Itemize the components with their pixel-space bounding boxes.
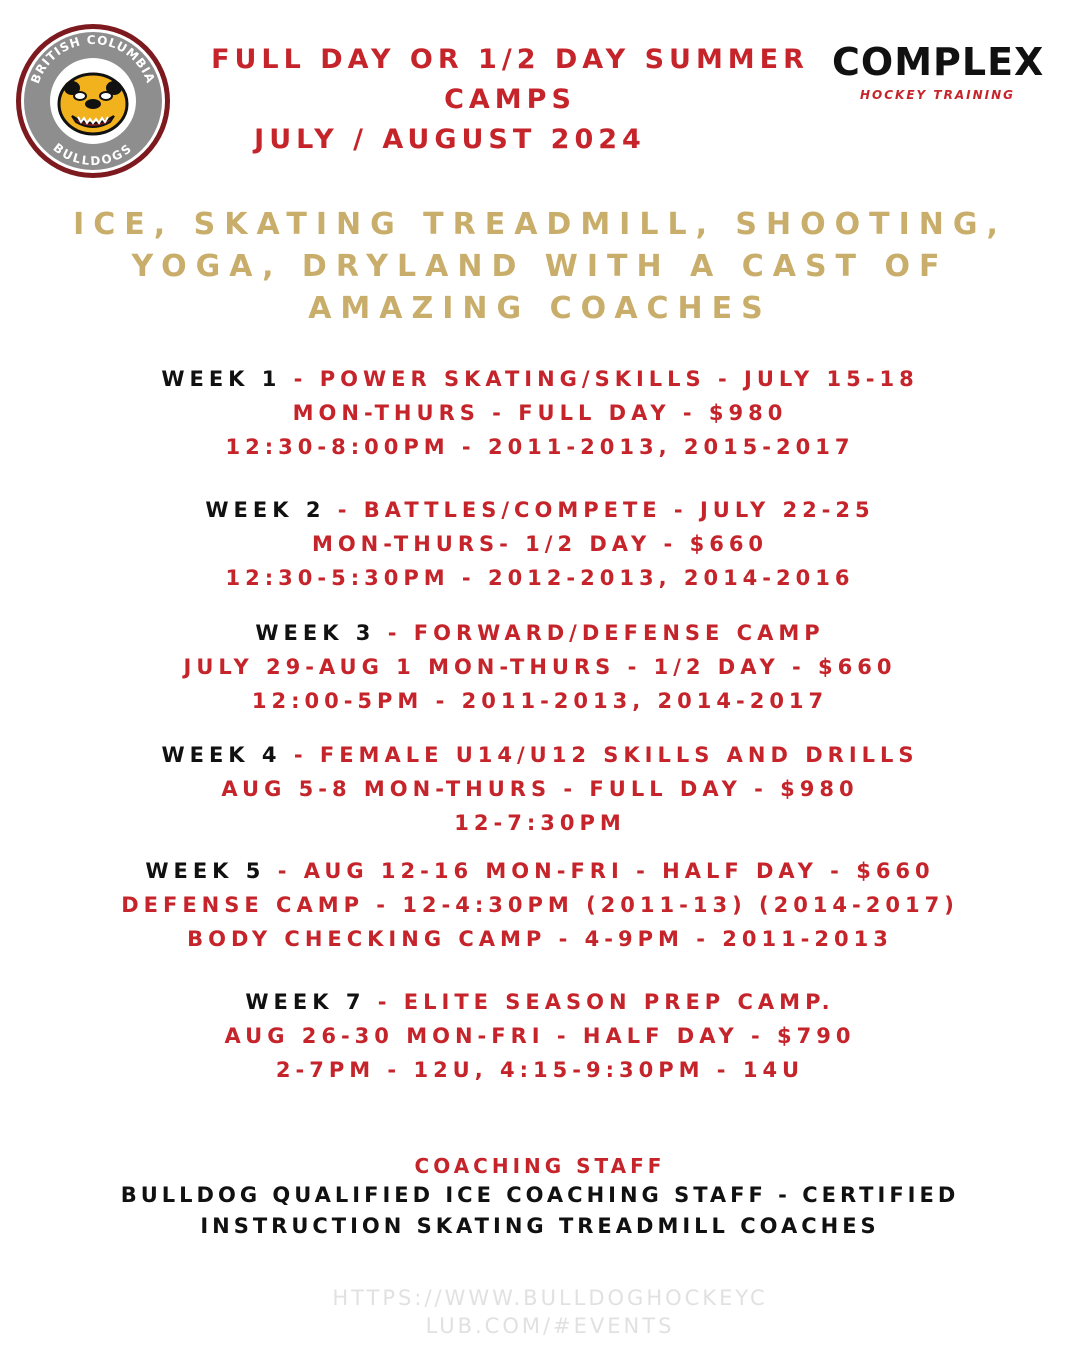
activities-line-1: ICE, SKATING TREADMILL, SHOOTING, [73, 207, 1007, 242]
week-2-line-2: MON-THURS- 1/2 DAY - $660 [311, 532, 769, 556]
week-desc: - AUG 12-16 MON-FRI - HALF DAY - $660 [265, 859, 935, 883]
week-desc: - BATTLES/COMPETE - JULY 22-25 [325, 498, 875, 522]
week-7-title [40, 985, 1040, 1019]
svg-text:BRITISH COLUMBIA [28, 33, 158, 86]
week-1-line-2: MON-THURS - FULL DAY - $980 [292, 401, 788, 425]
week-1-title [40, 362, 1040, 396]
events-url-line-2[interactable]: LUB.COM/#EVENTS [425, 1314, 675, 1338]
week-2-title [40, 493, 1040, 527]
complex-hockey-logo [832, 40, 1068, 106]
week-4-title [40, 738, 1040, 772]
week-desc: - FEMALE U14/U12 SKILLS AND DRILLS [281, 743, 919, 767]
activities-list [60, 204, 1020, 330]
ring-bottom-text: BULLDOGS [50, 140, 136, 169]
week-4-line-3: 12-7:30PM [454, 811, 626, 835]
week-label: WEEK 3 [255, 621, 376, 645]
events-url[interactable] [300, 1284, 800, 1340]
header-line-2: CAMPS [444, 84, 576, 115]
events-url-line-1[interactable]: HTTPS://WWW.BULLDOGHOCKEYC [332, 1286, 768, 1310]
week-3-title [40, 616, 1040, 650]
complex-wordmark: COMPLEX [832, 40, 1045, 84]
coaching-staff-line-1: BULLDOG QUALIFIED ICE COACHING STAFF - CERTIFIED [120, 1183, 960, 1207]
ring-top-text: BRITISH COLUMBIA [28, 32, 158, 86]
week-3-line-3: 12:00-5PM - 2011-2013, 2014-2017 [251, 689, 829, 713]
week-3-block [40, 616, 1040, 718]
coaching-staff-section [40, 1152, 1040, 1242]
week-5-title [40, 854, 1040, 888]
activities-line-3: AMAZING COACHES [308, 291, 772, 326]
week-label: WEEK 5 [145, 859, 266, 883]
week-2-block [40, 493, 1040, 595]
week-7-block [40, 985, 1040, 1087]
week-1-line-3: 12:30-8:00PM - 2011-2013, 2015-2017 [225, 435, 855, 459]
week-desc: - FORWARD/DEFENSE CAMP [375, 621, 825, 645]
week-label: WEEK 1 [161, 367, 282, 391]
week-5-line-2: DEFENSE CAMP - 12-4:30PM (2011-13) (2014-2017) [121, 893, 959, 917]
week-label: WEEK 7 [245, 990, 366, 1014]
week-desc: - ELITE SEASON PREP CAMP. [365, 990, 835, 1014]
header-line-3: JULY / AUGUST 2024 [254, 124, 646, 155]
camp-header [180, 40, 840, 160]
week-label: WEEK 4 [161, 743, 282, 767]
week-4-block [40, 738, 1040, 840]
activities-line-2: YOGA, DRYLAND WITH A CAST OF [131, 249, 949, 284]
week-7-line-2: AUG 26-30 MON-FRI - HALF DAY - $790 [224, 1024, 856, 1048]
week-2-line-3: 12:30-5:30PM - 2012-2013, 2014-2016 [225, 566, 855, 590]
week-4-line-2: AUG 5-8 MON-THURS - FULL DAY - $980 [221, 777, 859, 801]
coaching-staff-line-2: INSTRUCTION SKATING TREADMILL COACHES [200, 1214, 880, 1238]
week-1-block [40, 362, 1040, 464]
week-3-line-2: JULY 29-AUG 1 MON-THURS - 1/2 DAY - $660 [183, 655, 897, 679]
week-5-line-3: BODY CHECKING CAMP - 4-9PM - 2011-2013 [187, 927, 893, 951]
complex-subtitle: HOCKEY TRAINING [860, 88, 1015, 102]
coaching-staff-title: COACHING STAFF [414, 1154, 666, 1178]
week-label: WEEK 2 [205, 498, 326, 522]
header-line-1: FULL DAY OR 1/2 DAY SUMMER [211, 44, 809, 75]
week-5-block [40, 854, 1040, 956]
week-7-line-3: 2-7PM - 12U, 4:15-9:30PM - 14U [275, 1058, 805, 1082]
week-desc: - POWER SKATING/SKILLS - JULY 15-18 [281, 367, 919, 391]
